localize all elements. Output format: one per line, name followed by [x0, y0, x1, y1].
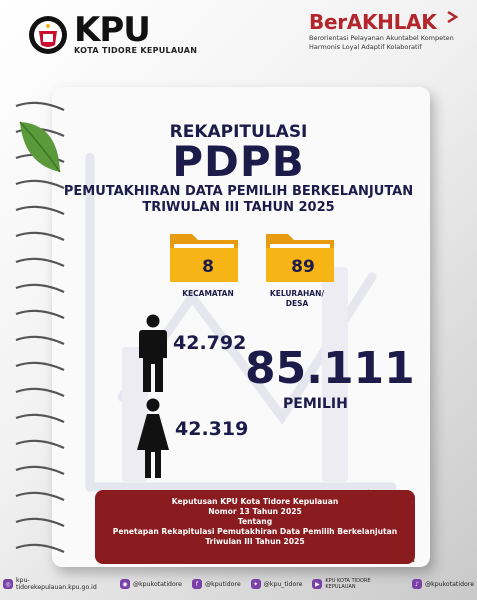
kelurahan-label-2: DESA — [285, 299, 309, 308]
chevron-icon — [445, 10, 459, 24]
kpu-seal-icon — [28, 15, 68, 55]
instagram-icon: ◉ — [120, 579, 130, 589]
berakhlak-line2: Harmonis Loyal Adaptif Kolaboratif — [309, 43, 422, 51]
kelurahan-value: 89 — [291, 257, 315, 277]
footer-twitter[interactable] — [251, 579, 303, 589]
twitter-icon: ✦ — [251, 579, 261, 589]
subtitle-pemutakhiran: PEMUTAKHIRAN DATA PEMILIH BERKELANJUTAN — [63, 184, 414, 199]
decree-line: Triwulan III Tahun 2025 — [205, 537, 305, 546]
decree-line: Penetapan Rekapitulasi Pemutakhiran Data Pemilih Berkelanjutan — [112, 527, 398, 536]
decree-box — [95, 490, 415, 564]
female-icon — [135, 398, 171, 478]
kecamatan-value: 8 — [202, 257, 214, 277]
total-pemilih-label: PEMILIH — [283, 396, 348, 412]
facebook-icon: f — [192, 579, 202, 589]
kpu-subtitle: KOTA TIDORE KEPULAUAN — [74, 46, 198, 55]
tiktok-icon: ♪ — [412, 579, 422, 589]
male-icon — [137, 314, 169, 392]
decree-line: Tentang — [237, 517, 273, 526]
decree-line: Keputusan KPU Kota Tidore Kepulauan — [171, 497, 339, 506]
kpu-logo — [28, 10, 198, 55]
footer-tiktok-text: @kpukotatidore — [424, 580, 474, 588]
subtitle-triwulan: TRIWULAN III TAHUN 2025 — [142, 200, 335, 215]
kelurahan-label-1: KELURAHAN/ — [269, 289, 325, 298]
title-rekapitulasi: REKAPITULASI — [169, 122, 308, 142]
berakhlak-line1: Berorientasi Pelayanan Akuntabel Kompeten — [309, 34, 454, 42]
footer-website[interactable] — [3, 577, 110, 591]
footer-youtube-text: KPU KOTA TIDORE KEPULAUAN — [325, 578, 371, 590]
footer-website-text: kpu-tidorekepulauan.kpu.go.id — [15, 577, 97, 591]
footer-instagram[interactable] — [120, 579, 182, 589]
total-pemilih-count: 85.111 — [245, 343, 415, 394]
footer-instagram-text: @kpukotatidore — [132, 580, 182, 588]
female-count: 42.319 — [175, 418, 249, 440]
kpu-wordmark: KPU — [74, 10, 150, 50]
male-count: 42.792 — [173, 332, 247, 354]
footer-social-bar — [0, 574, 477, 594]
decree-line: Nomor 13 Tahun 2025 — [208, 507, 302, 516]
footer-tiktok[interactable] — [412, 579, 474, 589]
youtube-icon: ▶ — [312, 579, 322, 589]
berakhlak-logo — [309, 10, 459, 52]
title-pdpb: PDPB — [172, 137, 305, 186]
footer-youtube[interactable] — [312, 578, 401, 590]
footer-facebook[interactable] — [192, 579, 241, 589]
kecamatan-label: KECAMATAN — [182, 289, 234, 298]
footer-facebook-text: @kputidore — [204, 580, 241, 588]
footer-twitter-text: @kpu_tidore — [263, 580, 303, 588]
globe-icon: ◎ — [3, 579, 13, 589]
berakhlak-title: BerAKHLAK — [309, 10, 437, 34]
